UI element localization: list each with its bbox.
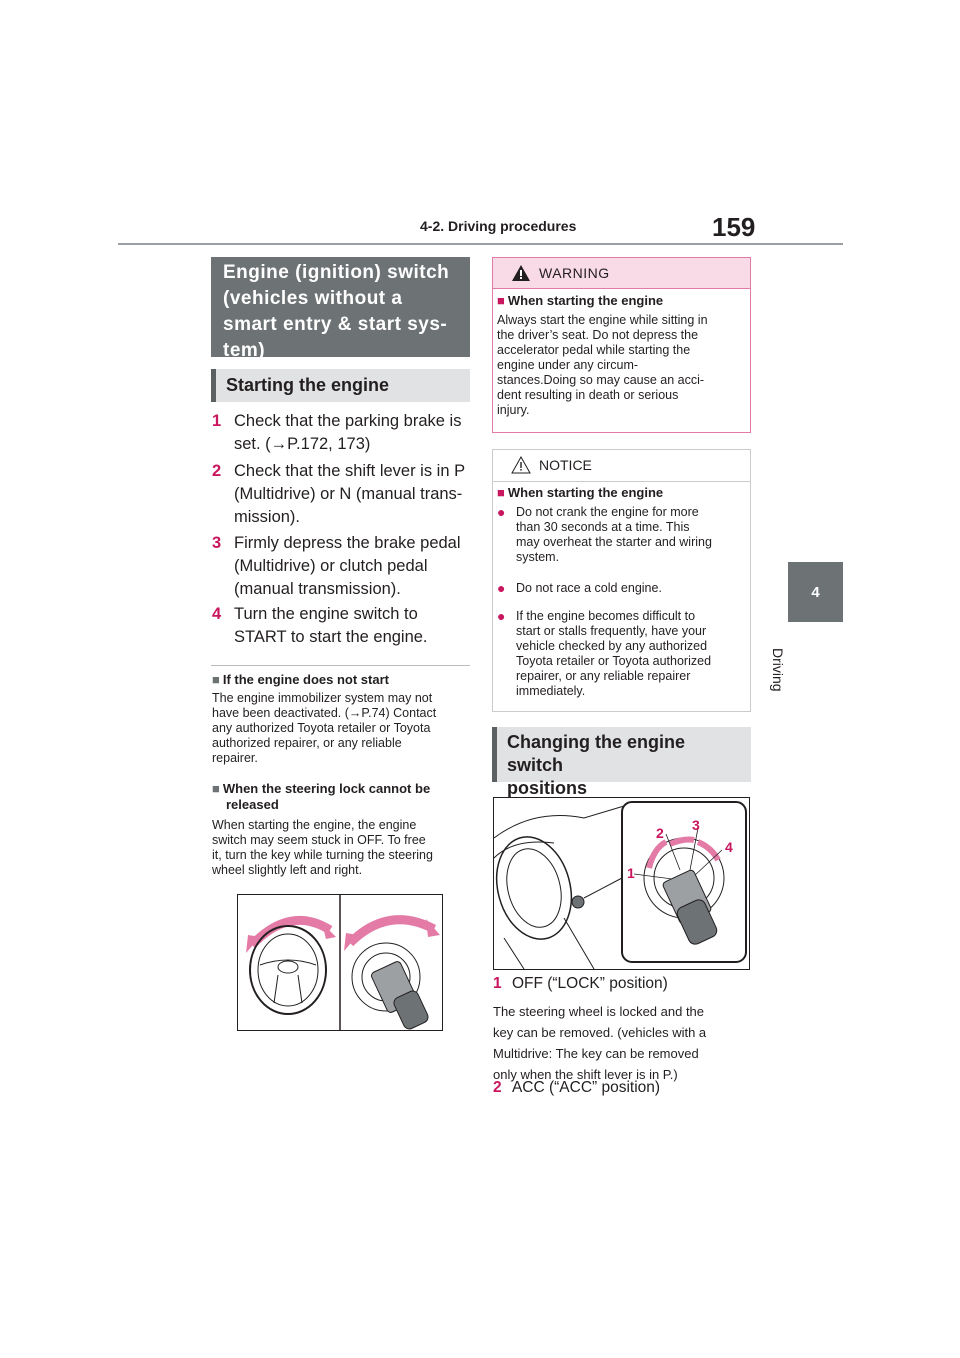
position-label: 1 <box>627 865 635 881</box>
position-1 <box>493 975 668 993</box>
warning-triangle-icon <box>511 264 531 282</box>
notice-line: than 30 seconds at a time. This <box>516 520 690 534</box>
position-description <box>493 1001 755 1085</box>
description-line: The steering wheel is locked and the <box>493 1004 705 1019</box>
notice-header <box>493 450 750 482</box>
subsection-title <box>492 727 751 798</box>
step-number: 3 <box>212 534 222 552</box>
square-bullet-icon: ■ <box>497 485 505 500</box>
position-label: 3 <box>692 817 700 833</box>
warning-body <box>497 313 749 418</box>
notice-title-text: When starting the engine <box>507 485 664 500</box>
note-line: wheel slightly left and right. <box>212 863 363 877</box>
note-title-text: If the engine does not start <box>222 672 389 687</box>
circle-bullet-icon: ● <box>497 608 506 624</box>
step-text: (Multidrive) or clutch pedal <box>234 557 428 575</box>
caution-triangle-icon <box>511 456 531 474</box>
switch-positions-figure <box>493 797 750 970</box>
notice-line: repairer, or any reliable repairer <box>516 669 691 683</box>
step-text: START to start the engine. <box>234 628 428 646</box>
step-text: Firmly depress the brake pedal <box>234 534 461 552</box>
circle-bullet-icon: ● <box>497 580 506 596</box>
notice-box <box>492 449 751 712</box>
note-line: The engine immobilizer system may not <box>212 691 433 705</box>
note-line: have been deactivated. (→P.74) Contact <box>212 706 437 720</box>
warning-line: Always start the engine while sitting in <box>497 313 708 327</box>
step-text: set. (→P.172, 173) <box>234 435 371 453</box>
subsection-line: positions <box>507 778 587 798</box>
section-title-line: tem) <box>223 340 266 361</box>
position-label-text: OFF (“LOCK” position) <box>511 975 668 992</box>
position-label: 2 <box>656 825 664 841</box>
notice-line: system. <box>516 550 560 564</box>
warning-header <box>493 258 750 289</box>
position-label: 4 <box>725 839 733 855</box>
description-line: Multidrive: The key can be removed <box>493 1046 699 1061</box>
position-number: 2 <box>493 1079 502 1096</box>
subsection-title: Starting the engine <box>211 369 470 402</box>
chapter-tab <box>788 562 843 622</box>
section-title-line: smart entry & start sys- <box>223 314 448 335</box>
warning-line: stances.Doing so may cause an acci- <box>497 373 705 387</box>
steering-lock-figure <box>237 894 443 1031</box>
note-title <box>212 672 472 687</box>
notice-bullet <box>497 505 749 565</box>
notice-line: Toyota retailer or Toyota authorized <box>516 654 712 668</box>
step-number: 1 <box>212 412 222 430</box>
note-body <box>212 818 476 878</box>
divider <box>211 665 470 666</box>
subsection-line: Changing the engine switch <box>507 732 685 775</box>
step-text: Check that the shift lever is in P <box>234 462 466 480</box>
circle-bullet-icon: ● <box>497 504 506 520</box>
step-number: 2 <box>212 462 222 480</box>
notice-line: start or stalls frequently, have your <box>516 624 707 638</box>
warning-line: engine under any circum- <box>497 358 639 372</box>
position-2 <box>493 1079 660 1097</box>
switch-positions-illustration <box>494 798 749 969</box>
step-4 <box>212 603 472 649</box>
position-label-text: ACC (“ACC” position) <box>511 1079 661 1096</box>
note-line: switch may seem stuck in OFF. To free <box>212 833 426 847</box>
notice-line: Do not crank the engine for more <box>516 505 699 519</box>
notice-label: NOTICE <box>539 457 592 473</box>
note-title-text: When the steering lock cannot be <box>222 781 431 796</box>
notice-line: Do not race a cold engine. <box>516 581 662 595</box>
note-line: authorized repairer, or any reliable <box>212 736 402 750</box>
chapter-label <box>770 628 818 692</box>
header-rule <box>118 243 843 245</box>
step-text: (Multidrive) or N (manual trans- <box>234 485 463 503</box>
warning-line: the driver’s seat. Do not depress the <box>497 328 699 342</box>
notice-title <box>497 485 663 500</box>
step-1 <box>212 410 472 456</box>
note-body <box>212 691 474 766</box>
step-text: Turn the engine switch to <box>234 605 418 623</box>
position-number: 1 <box>493 975 502 992</box>
step-text: mission). <box>234 508 301 526</box>
warning-line: dent resulting in death or serious <box>497 388 679 402</box>
note-title <box>212 781 474 813</box>
notice-bullet <box>497 581 749 596</box>
section-title-line: Engine (ignition) switch <box>223 262 450 283</box>
chapter-label-text: Driving <box>770 648 786 692</box>
note-title-text: released <box>226 797 279 812</box>
step-text: Check that the parking brake is <box>234 412 462 430</box>
notice-line: If the engine becomes difficult to <box>516 609 696 623</box>
square-bullet-icon: ■ <box>497 293 505 308</box>
step-text: (manual transmission). <box>234 580 401 598</box>
section-title-line: (vehicles without a <box>223 288 403 309</box>
square-bullet-icon: ■ <box>212 781 220 796</box>
section-title <box>211 257 470 361</box>
notice-line: immediately. <box>516 684 586 698</box>
warning-line: injury. <box>497 403 530 417</box>
chapter-number: 4 <box>811 583 820 601</box>
warning-box <box>492 257 751 433</box>
note-line: it, turn the key while turning the steering <box>212 848 433 862</box>
step-number: 4 <box>212 605 222 623</box>
step-2 <box>212 460 472 530</box>
section-header: 4-2. Driving procedures <box>420 218 577 234</box>
note-line: When starting the engine, the engine <box>212 818 417 832</box>
steering-lock-illustration <box>238 895 442 1030</box>
description-line: only when the shift lever is in P.) <box>493 1067 678 1082</box>
square-bullet-icon: ■ <box>212 672 220 687</box>
step-3 <box>212 532 472 602</box>
warning-title-text: When starting the engine <box>507 293 664 308</box>
note-line: any authorized Toyota retailer or Toyota <box>212 721 431 735</box>
notice-bullet <box>497 609 749 699</box>
description-line: key can be removed. (vehicles with a <box>493 1025 707 1040</box>
note-line: repairer. <box>212 751 258 765</box>
warning-title <box>497 293 663 308</box>
notice-line: vehicle checked by any authorized <box>516 639 708 653</box>
warning-line: accelerator pedal while starting the <box>497 343 691 357</box>
warning-label: WARNING <box>539 265 610 281</box>
notice-line: may overheat the starter and wiring <box>516 535 712 549</box>
page-number: 159 <box>712 212 756 242</box>
